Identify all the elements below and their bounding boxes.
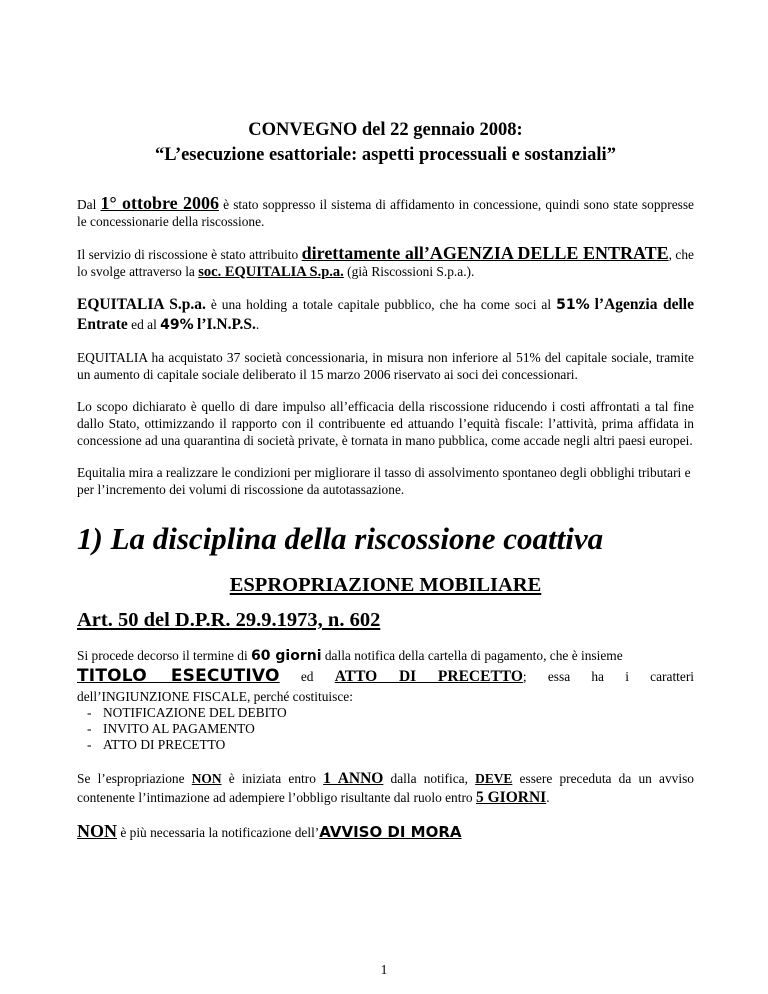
list-item: - NOTIFICAZIONE DEL DEBITO (87, 705, 694, 721)
paragraph-avviso-mora: NON è più necessaria la notificazione dell’AVVISO DI MORA (77, 821, 462, 841)
paragraph-un-anno: Se l’espropriazione NON è iniziata entro 1 ANNO dalla notifica, DEVE essere preceduta da un avviso contenente l’intimazione ad adempiere l’obbligo risultante dal ruolo entro 5 GIORNI. (77, 770, 694, 806)
title-line-2: “L’esecuzione esattoriale: aspetti processuali e sostanziali” (155, 145, 616, 165)
agenzia-highlight: direttamente all’AGENZIA DELLE ENTRATE (301, 243, 669, 263)
list-item: - ATTO DI PRECETTO (87, 737, 694, 753)
paragraph-concessione: Dal 1° ottobre 2006 è stato soppresso il sistema di affidamento in concessione, quindi sono state soppresse le concessionarie della riscossione. (77, 193, 695, 229)
paragraph-holding: EQUITALIA S.p.a. è una holding a totale capitale pubblico, che ha come soci al 51% l’Agenzia delle Entrate ed al 49% l’I.N.P.S.. (77, 296, 694, 333)
article-heading: Art. 50 del D.P.R. 29.9.1973, n. 602 (77, 609, 381, 631)
title-line-1: CONVEGNO del 22 gennaio 2008: (248, 120, 523, 140)
paragraph-scopo: Lo scopo dichiarato è quello di dare impulso all’efficacia della riscossione riducendo i costi affrontati a tal fine dallo Stato, ottimizzando il rapporto con il contribuente ed attuando l’equità fiscale: l’attività, prima affidata in concessione ad una quarantina di società private, è tornata in mano pubblica, come accade negli altri paesi europei. (77, 399, 694, 448)
titolo-esecutivo: TITOLO ESECUTIVO (77, 666, 280, 686)
document-title (77, 118, 694, 168)
atto-di-precetto: ATTO DI PRECETTO (334, 668, 523, 685)
paragraph-societa: EQUITALIA ha acquistato 37 società concessionaria, in misura non inferiore al 51% del capitale sociale, tramite un aumento di capitale sociale deliberato il 15 marzo 2006 riservato ai soci dei concessionari. (77, 350, 694, 382)
section-heading: 1) La disciplina della riscossione coattiva (77, 521, 604, 556)
paragraph-equitalia-mira: Equitalia mira a realizzare le condizioni per migliorare il tasso di assolvimento spontaneo degli obblighi tributari e per l’incremento dei volumi di riscossione da autotassazione. (77, 465, 691, 497)
ingiunzione-list (77, 705, 694, 753)
list-item: - INVITO AL PAGAMENTO (87, 721, 694, 737)
paragraph-termine: Si procede decorso il termine di 60 giorni dalla notifica della cartella di pagamento, che è insieme TITOLO ESECUTIVO ed ATTO DI PRECETTO; essa ha i caratteri dell’INGIUNZIONE FISCALE, perché costituisce: - NOTIFICAZIONE DEL DEBITO - INVITO AL PAGAMENTO - ATTO DI PRECETTO (77, 647, 694, 753)
document-page (77, 118, 694, 841)
paragraph-agenzia: Il servizio di riscossione è stato attribuito direttamente all’AGENZIA DELLE ENTRATE, che lo svolge attraverso la soc. EQUITALIA S.p.a. (già Riscossioni S.p.a.). (77, 243, 695, 280)
page-number: 1 (380, 962, 388, 977)
date-highlight: 1° ottobre 2006 (100, 193, 219, 213)
equitalia-highlight: soc. EQUITALIA S.p.a. (198, 264, 344, 280)
subsection-heading: ESPROPRIAZIONE MOBILIARE (229, 574, 542, 596)
